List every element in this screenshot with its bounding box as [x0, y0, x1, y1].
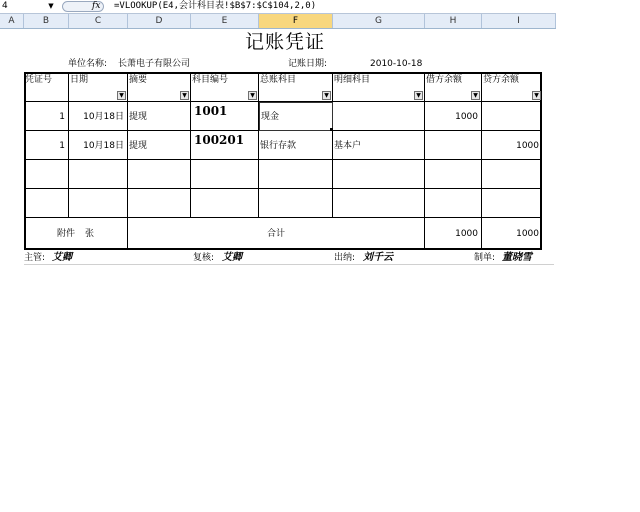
- cell-detail-account[interactable]: [333, 160, 425, 189]
- cell-account-code[interactable]: [191, 160, 259, 189]
- cell-detail-account[interactable]: [333, 189, 425, 218]
- cell-voucher-no[interactable]: [24, 160, 69, 189]
- filter-dropdown-icon[interactable]: ▼: [117, 91, 126, 100]
- filter-dropdown-icon[interactable]: ▼: [180, 91, 189, 100]
- maker-signature[interactable]: 董晓雪: [502, 252, 532, 263]
- cell-summary[interactable]: [128, 160, 191, 189]
- chevron-down-icon[interactable]: ▼: [48, 2, 54, 10]
- filter-dropdown-icon[interactable]: ▼: [322, 91, 331, 100]
- cell-credit[interactable]: [482, 102, 542, 131]
- column-header-b[interactable]: B: [24, 14, 69, 28]
- cell-summary[interactable]: [128, 189, 191, 218]
- cell-general-account[interactable]: 银行存款: [259, 131, 333, 160]
- reviewer-signature[interactable]: 艾卿: [222, 252, 242, 263]
- cell-date[interactable]: 10月18日: [69, 131, 128, 160]
- header-detail-account: 明细科目 ▼: [333, 72, 425, 102]
- debit-total[interactable]: 1000: [425, 218, 482, 250]
- filter-dropdown-icon[interactable]: ▼: [414, 91, 423, 100]
- cell-debit[interactable]: [425, 160, 482, 189]
- cell-general-account-wrap: [259, 102, 333, 131]
- function-icon[interactable]: fx: [92, 1, 101, 11]
- cell-debit[interactable]: [425, 131, 482, 160]
- column-header-d[interactable]: D: [128, 14, 191, 28]
- name-box[interactable]: 4: [2, 1, 8, 11]
- column-header-e[interactable]: E: [191, 14, 259, 28]
- attachment-unit: 张: [85, 229, 95, 239]
- header-date: 日期 ▼: [69, 72, 128, 102]
- credit-total[interactable]: 1000: [516, 229, 539, 239]
- total-label: 合计: [128, 218, 425, 250]
- header-credit: 贷方余额 ▼: [482, 72, 542, 102]
- cell-debit[interactable]: [425, 189, 482, 218]
- cell-detail-account[interactable]: [333, 102, 425, 131]
- cell-credit[interactable]: 1000: [482, 131, 542, 160]
- cell-account-code[interactable]: 100201: [191, 131, 259, 160]
- voucher-title: 记账凭证: [244, 31, 325, 53]
- cell-date[interactable]: [69, 160, 128, 189]
- column-header-f[interactable]: F: [259, 14, 333, 28]
- header-account-code: 科目编号 ▼: [191, 72, 259, 102]
- header-debit: 借方余额 ▼: [425, 72, 482, 102]
- filter-dropdown-icon[interactable]: ▼: [471, 91, 480, 100]
- cell-summary[interactable]: 提现: [128, 102, 191, 131]
- reviewer-label: 复核:: [193, 253, 215, 263]
- cell-debit[interactable]: 1000: [425, 102, 482, 131]
- header-general-account: 总账科目 ▼: [259, 72, 333, 102]
- column-header-a[interactable]: A: [0, 14, 24, 28]
- sheet-edge-divider: [24, 264, 554, 265]
- unit-name-value[interactable]: 长萧电子有限公司: [118, 59, 191, 69]
- cell-voucher-no[interactable]: [24, 189, 69, 218]
- entry-date-label: 记账日期:: [288, 59, 328, 69]
- cell-voucher-no[interactable]: 1: [24, 131, 69, 160]
- supervisor-signature[interactable]: 艾卿: [52, 252, 72, 263]
- column-header-i[interactable]: I: [482, 14, 556, 28]
- cell-credit[interactable]: [482, 189, 542, 218]
- attachment-cell[interactable]: [24, 218, 128, 250]
- cell-date[interactable]: 10月18日: [69, 102, 128, 131]
- column-header-g[interactable]: G: [333, 14, 425, 28]
- cell-account-code[interactable]: 1001: [191, 102, 259, 131]
- cell-date[interactable]: [69, 189, 128, 218]
- cell-detail-account[interactable]: 基本户: [333, 131, 425, 160]
- header-summary: 摘要 ▼: [128, 72, 191, 102]
- supervisor-label: 主管:: [24, 253, 46, 263]
- cell-general-account[interactable]: [259, 189, 333, 218]
- attachment-label: 附件: [57, 229, 76, 239]
- header-voucher-no: 凭证号: [24, 72, 69, 102]
- cell-credit[interactable]: [482, 160, 542, 189]
- column-header-c[interactable]: C: [69, 14, 128, 28]
- filter-dropdown-icon[interactable]: ▼: [248, 91, 257, 100]
- entry-date-value[interactable]: 2010-10-18: [370, 59, 423, 69]
- filter-dropdown-icon[interactable]: ▼: [532, 91, 541, 100]
- voucher-table: [24, 72, 542, 250]
- cell-general-account[interactable]: [259, 160, 333, 189]
- cell-account-code[interactable]: [191, 189, 259, 218]
- column-header-h[interactable]: H: [425, 14, 482, 28]
- formula-input[interactable]: =VLOOKUP(E4,会计科目表!$B$7:$C$104,2,0): [114, 1, 317, 11]
- maker-label: 制单:: [474, 253, 496, 263]
- cell-summary[interactable]: 提现: [128, 131, 191, 160]
- unit-name-label: 单位名称:: [68, 59, 108, 69]
- cashier-label: 出纳:: [334, 253, 356, 263]
- selected-cell[interactable]: 现金: [259, 102, 333, 131]
- cell-voucher-no[interactable]: 1: [24, 102, 69, 131]
- cashier-signature[interactable]: 刘千云: [363, 252, 393, 263]
